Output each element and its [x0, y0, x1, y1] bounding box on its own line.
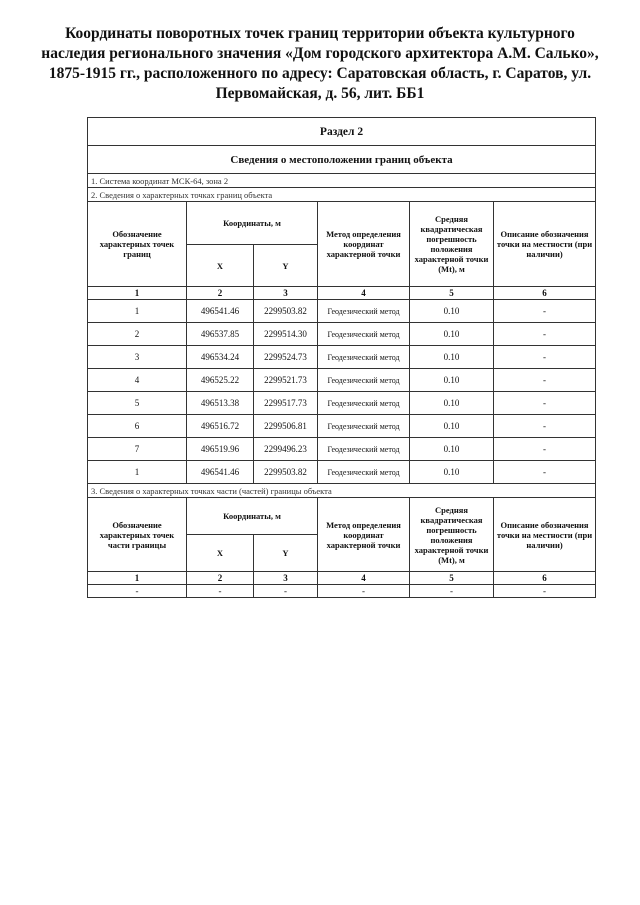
table-row — [88, 438, 596, 461]
empty-cell: - — [494, 585, 596, 598]
col-number: 2 — [187, 287, 254, 300]
coord-y: 2299517.73 — [254, 392, 318, 415]
part-points-info: 3. Сведения о характерных точках части (частей) границы объекта — [88, 484, 596, 498]
col-number: 5 — [410, 287, 494, 300]
header-x: X — [187, 535, 254, 572]
boundary-table — [87, 117, 596, 598]
column-number-row — [88, 287, 596, 300]
header-row — [88, 202, 596, 245]
header-designation-part: Обозначение характерных точек части границы — [88, 498, 187, 572]
coord-y: 2299503.82 — [254, 461, 318, 484]
empty-cell: - — [88, 585, 187, 598]
point-number: 1 — [88, 300, 187, 323]
info-row — [88, 484, 596, 498]
coord-x: 496525.22 — [187, 369, 254, 392]
point-description: - — [494, 461, 596, 484]
coord-x: 496541.46 — [187, 461, 254, 484]
point-number: 4 — [88, 369, 187, 392]
header-error: Средняя квадратическая погрешность положения характерной точки (Mt), м — [410, 498, 494, 572]
error-value: 0.10 — [410, 300, 494, 323]
error-value: 0.10 — [410, 369, 494, 392]
section-subtitle: Сведения о местоположении границ объекта — [88, 146, 596, 174]
points-info: 2. Сведения о характерных точках границ объекта — [88, 188, 596, 202]
error-value: 0.10 — [410, 415, 494, 438]
error-value: 0.10 — [410, 346, 494, 369]
coord-y: 2299521.73 — [254, 369, 318, 392]
coord-y: 2299503.82 — [254, 300, 318, 323]
point-description: - — [494, 415, 596, 438]
table-row — [88, 461, 596, 484]
subtitle-row — [88, 146, 596, 174]
header-y: Y — [254, 535, 318, 572]
point-description: - — [494, 392, 596, 415]
table-row — [88, 300, 596, 323]
coord-y: 2299514.30 — [254, 323, 318, 346]
method: Геодезический метод — [318, 461, 410, 484]
error-value: 0.10 — [410, 323, 494, 346]
method: Геодезический метод — [318, 415, 410, 438]
col-number: 3 — [254, 572, 318, 585]
header-description: Описание обозначения точки на местности (при наличии) — [494, 202, 596, 287]
table-row — [88, 323, 596, 346]
method: Геодезический метод — [318, 369, 410, 392]
point-description: - — [494, 323, 596, 346]
point-description: - — [494, 438, 596, 461]
coord-x: 496534.24 — [187, 346, 254, 369]
point-number: 1 — [88, 461, 187, 484]
coord-y: 2299524.73 — [254, 346, 318, 369]
empty-cell: - — [410, 585, 494, 598]
empty-cell: - — [318, 585, 410, 598]
header-method: Метод определения координат характерной точки — [318, 202, 410, 287]
point-number: 2 — [88, 323, 187, 346]
header-coords: Координаты, м — [187, 498, 318, 535]
section-title: Раздел 2 — [88, 118, 596, 146]
empty-row — [88, 585, 596, 598]
coord-y: 2299496.23 — [254, 438, 318, 461]
point-number: 7 — [88, 438, 187, 461]
header-description: Описание обозначения точки на местности (при наличии) — [494, 498, 596, 572]
col-number: 1 — [88, 572, 187, 585]
col-number: 2 — [187, 572, 254, 585]
point-description: - — [494, 300, 596, 323]
header-y: Y — [254, 245, 318, 287]
method: Геодезический метод — [318, 323, 410, 346]
coord-x: 496513.38 — [187, 392, 254, 415]
col-number: 4 — [318, 572, 410, 585]
empty-cell: - — [254, 585, 318, 598]
coord-x: 496516.72 — [187, 415, 254, 438]
col-number: 6 — [494, 572, 596, 585]
coord-x: 496519.96 — [187, 438, 254, 461]
col-number: 1 — [88, 287, 187, 300]
point-description: - — [494, 346, 596, 369]
point-number: 3 — [88, 346, 187, 369]
coord-y: 2299506.81 — [254, 415, 318, 438]
point-number: 6 — [88, 415, 187, 438]
table-row — [88, 369, 596, 392]
coordinate-system-info: 1. Система координат МСК-64, зона 2 — [88, 174, 596, 188]
col-number: 6 — [494, 287, 596, 300]
error-value: 0.10 — [410, 461, 494, 484]
section-row — [88, 118, 596, 146]
column-number-row — [88, 572, 596, 585]
col-number: 4 — [318, 287, 410, 300]
header-error: Средняя квадратическая погрешность положения характерной точки (Mt), м — [410, 202, 494, 287]
point-description: - — [494, 369, 596, 392]
table-row — [88, 392, 596, 415]
coord-x: 496537.85 — [187, 323, 254, 346]
error-value: 0.10 — [410, 438, 494, 461]
info-row — [88, 174, 596, 188]
header-coords: Координаты, м — [187, 202, 318, 245]
info-row — [88, 188, 596, 202]
table-row — [88, 415, 596, 438]
coord-x: 496541.46 — [187, 300, 254, 323]
method: Геодезический метод — [318, 300, 410, 323]
document-title: Координаты поворотных точек границ территории объекта культурного наследия регионального значения «Дом городского архитектора А.М. Салько», 1875-1915 гг., расположенного по адресу: Саратовская область, г. Саратов, ул. Первомайская, д. 56, лит. ББ1 — [41, 25, 599, 102]
header-x: X — [187, 245, 254, 287]
empty-cell: - — [187, 585, 254, 598]
method: Геодезический метод — [318, 438, 410, 461]
table-row — [88, 346, 596, 369]
header-designation: Обозначение характерных точек границ — [88, 202, 187, 287]
method: Геодезический метод — [318, 346, 410, 369]
header-method: Метод определения координат характерной точки — [318, 498, 410, 572]
col-number: 5 — [410, 572, 494, 585]
error-value: 0.10 — [410, 392, 494, 415]
point-number: 5 — [88, 392, 187, 415]
method: Геодезический метод — [318, 392, 410, 415]
col-number: 3 — [254, 287, 318, 300]
header-row — [88, 498, 596, 535]
